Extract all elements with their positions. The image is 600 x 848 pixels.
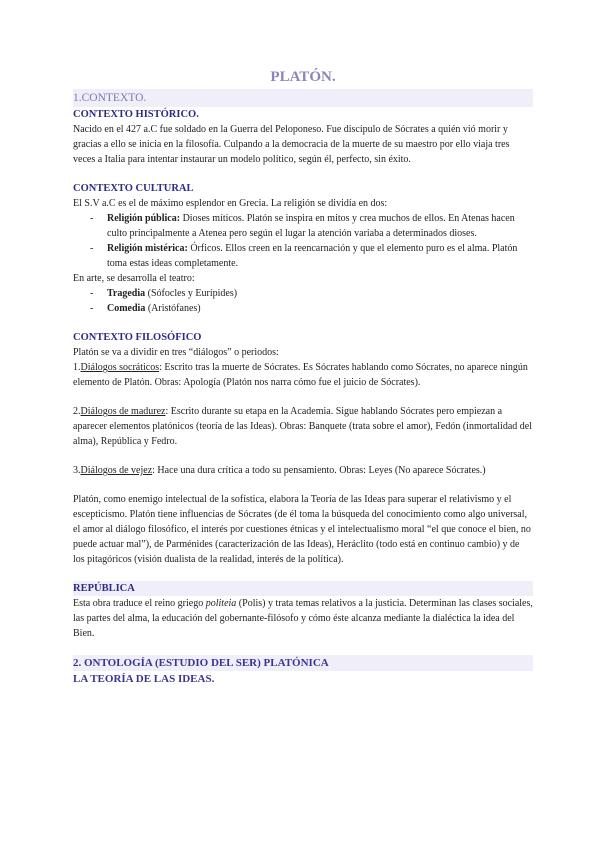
dialogo-number: 2. xyxy=(73,406,81,417)
dialogo-term: Diálogos de vejez xyxy=(80,465,153,476)
document-page xyxy=(73,70,533,687)
list-item xyxy=(73,241,533,271)
paragraph-cultural-intro: El S.V a.C es el de máximo esplendor en Grecia. La religión se dividía en dos: xyxy=(73,198,388,209)
page-title: PLATÓN. xyxy=(270,69,336,85)
item-text: (Sófocles y Eurípides) xyxy=(145,288,238,299)
paragraph-filosofico-intro: Platón se va a dividir en tres “diálogos” o periodos: xyxy=(73,347,279,358)
term: Religión pública: xyxy=(107,213,181,224)
paragraph-republica xyxy=(73,596,533,641)
dialogo-term: Diálogos socráticos xyxy=(80,362,160,373)
dialogo-text: : Escrito durante su etapa en la Academia. Sigue hablando Sócrates pero empiezan a aparecer elementos platónicos (teoría de las Ideas). Obras: Banquete (trata sobre el amor), Fedón (inmortalidad del alma), República y Fedro. xyxy=(73,406,532,447)
politeia-term: politeia xyxy=(205,598,237,609)
religion-list xyxy=(73,211,533,271)
item-text: Dioses míticos. Platón se inspira en mitos y crea muchos de ellos. En Atenas hacen culto principalmente a Atenea pero según el lugar la atención variaba a determinados dioses. xyxy=(107,213,515,239)
dialogo-term: Diálogos de madurez xyxy=(80,406,166,417)
term: Tragedia xyxy=(107,288,146,299)
dialogo-number: 1. xyxy=(73,362,81,373)
subheading-filosofico: CONTEXTO FILOSÓFICO xyxy=(73,332,202,343)
republica-text-post: (Polis) y trata temas relativos a la justicia. Determinan las clases sociales, las partes del alma, la educación del gobernante-filósofo y cómo éste alcanza mediante la dialéctica la idea del Bien. xyxy=(73,598,533,639)
dialogo-madurez xyxy=(73,404,533,449)
subheading-teoria-ideas: LA TEORÍA DE LAS IDEAS. xyxy=(73,673,215,685)
term: Comedia xyxy=(107,303,146,314)
dialogo-text: : Hace una dura crítica a todo su pensamiento. Obras: Leyes (No aparece Sócrates.) xyxy=(152,465,486,476)
dialogo-socratico xyxy=(73,360,533,390)
section-heading-ontologia: 2. ONTOLOGÍA (ESTUDIO DEL SER) PLATÓNICA xyxy=(73,655,533,671)
paragraph-arte: En arte, se desarrolla el teatro: xyxy=(73,273,195,284)
subheading-historico: CONTEXTO HISTÓRICO. xyxy=(73,109,199,120)
subheading-republica: REPÚBLICA xyxy=(73,581,533,596)
dialogo-number: 3. xyxy=(73,465,81,476)
paragraph-historico: Nacido en el 427 a.C fue soldado en la Guerra del Peloponeso. Fue discípulo de Sócrates a quién vió morir y gracias a ello se inicia en la filosofía. Culpando a la democracia de la muerte de su maestro por ello viaja tres veces a Italia para intentar instaurar un modelo político, según él, perfecto, sin éxito. xyxy=(73,124,510,165)
republica-text-pre: Esta obra traduce el reino griego xyxy=(73,598,206,609)
item-text: (Aristófanes) xyxy=(145,303,201,314)
list-item xyxy=(73,301,533,316)
dialogo-text: : Escrito tras la muerte de Sócrates. Es Sócrates hablando como Sócrates, no aparece ningún elemento de Platón. Obras: Apología (Platón nos narra cómo fue el juicio de Sócrates). xyxy=(73,362,528,388)
subheading-cultural: CONTEXTO CULTURAL xyxy=(73,183,194,194)
term: Religión mistérica: xyxy=(107,243,188,254)
list-item xyxy=(73,211,533,241)
item-text: Órficos. Ellos creen en la reencarnación y que el elemento puro es el alma. Platón toma estas ideas completamente. xyxy=(107,243,518,269)
list-item xyxy=(73,286,533,301)
paragraph-influencias: Platón, como enemigo intelectual de la sofística, elabora la Teoría de las Ideas para superar el relativismo y el escepticismo. Platón tiene influencias de Sócrates (de él toma la búsqueda del conocimiento como algo universal, el amor al diálogo filosófico, el interés por cuestiones étnicas y el intelectualismo moral “el que conoce el bien, no puede actuar mal”), de Parménides (caracterización de las Ideas), Heráclito (todo está en continuo cambio) y de los pitagóricos (visión dualista de la realidad, interés de la política). xyxy=(73,494,531,565)
section-heading-contexto: 1.CONTEXTO. xyxy=(73,89,533,107)
dialogo-vejez xyxy=(73,463,533,478)
teatro-list xyxy=(73,286,533,316)
